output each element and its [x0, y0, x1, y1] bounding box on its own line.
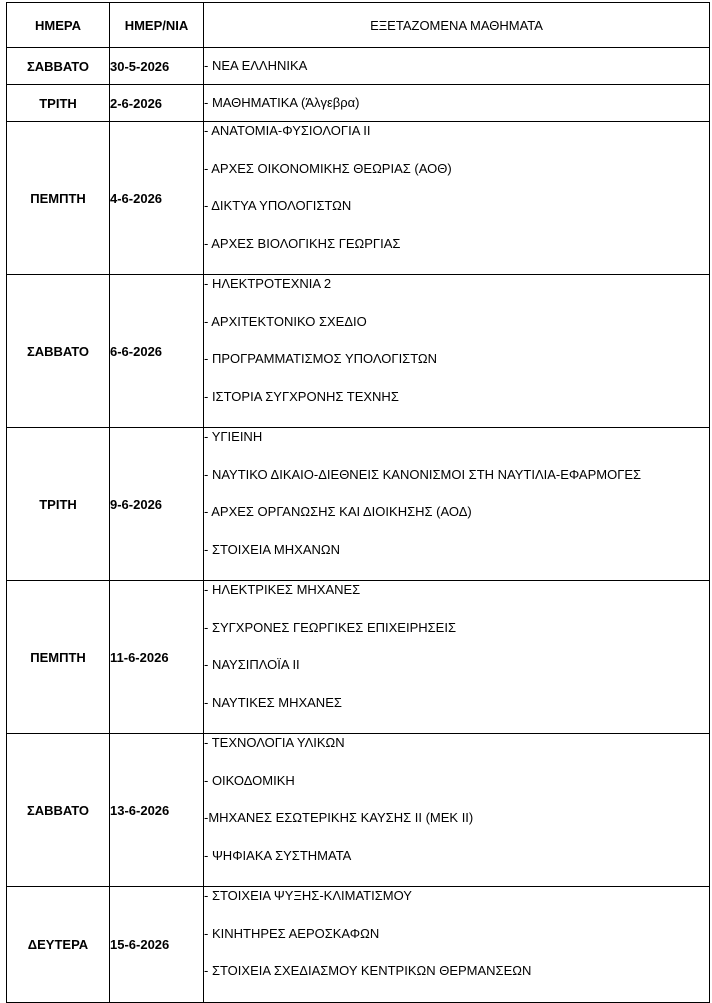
- subject-item: - ΚΙΝΗΤΗΡΕΣ ΑΕΡΟΣΚΑΦΩΝ: [204, 925, 380, 941]
- schedule-row: [7, 275, 710, 428]
- exam-date: 30-5-2026: [110, 48, 204, 85]
- exam-subjects: [204, 275, 710, 428]
- subject-item: -ΜΗΧΑΝΕΣ ΕΣΩΤΕΡΙΚΗΣ ΚΑΥΣΗΣ ΙΙ (ΜΕΚ ΙΙ): [204, 810, 474, 825]
- subject-item: - ΗΛΕΚΤΡΟΤΕΧΝΙΑ 2: [204, 276, 332, 291]
- exam-date: 2-6-2026: [110, 85, 204, 122]
- exam-day: ΣΑΒΒΑΤΟ: [7, 48, 110, 85]
- subject-item: - ΤΕΧΝΟΛΟΓΙΑ ΥΛΙΚΩΝ: [204, 735, 345, 750]
- subject-item: - ΙΣΤΟΡΙΑ ΣΥΓΧΡΟΝΗΣ ΤΕΧΝΗΣ: [204, 388, 399, 404]
- subject-item: - ΗΛΕΚΤΡΙΚΕΣ ΜΗΧΑΝΕΣ: [204, 582, 361, 597]
- schedule-row: [7, 85, 710, 122]
- subject-item: - ΣΤΟΙΧΕΙΑ ΣΧΕΔΙΑΣΜΟΥ ΚΕΝΤΡΙΚΩΝ ΘΕΡΜΑΝΣΕΩΝ: [204, 963, 532, 978]
- exam-subjects: [204, 581, 710, 734]
- subject-item: - ΝΕΑ ΕΛΛΗΝΙΚΑ: [204, 58, 308, 73]
- header-date: ΗΜΕΡ/ΝΙΑ: [110, 3, 204, 48]
- subject-item: - ΟΙΚΟΔΟΜΙΚΗ: [204, 772, 295, 788]
- exam-date: 15-6-2026: [110, 887, 204, 1003]
- schedule-row: [7, 887, 710, 1003]
- exam-date: 4-6-2026: [110, 122, 204, 275]
- exam-day: ΤΡΙΤΗ: [7, 85, 110, 122]
- subject-item: - ΝΑΥΤΙΚΕΣ ΜΗΧΑΝΕΣ: [204, 694, 342, 710]
- subject-item: - ΑΝΑΤΟΜΙΑ-ΦΥΣΙΟΛΟΓΙΑ ΙΙ: [204, 123, 371, 138]
- exam-day: ΔΕΥΤΕΡΑ: [7, 887, 110, 1003]
- subject-item: - ΜΑΘΗΜΑΤΙΚΑ (Άλγεβρα): [204, 95, 360, 110]
- schedule-body: [7, 48, 710, 1003]
- exam-subjects: [204, 734, 710, 887]
- exam-day: ΣΑΒΒΑΤΟ: [7, 734, 110, 887]
- subject-item: - ΑΡΧΕΣ ΒΙΟΛΟΓΙΚΗΣ ΓΕΩΡΓΙΑΣ: [204, 235, 401, 251]
- subject-item: - ΑΡΧΕΣ ΟΡΓΑΝΩΣΗΣ ΚΑΙ ΔΙΟΙΚΗΣΗΣ (ΑΟΔ): [204, 504, 472, 519]
- schedule-row: [7, 734, 710, 887]
- subject-item: - ΝΑΥΣΙΠΛΟΪΑ ΙΙ: [204, 657, 300, 672]
- exam-date: 6-6-2026: [110, 275, 204, 428]
- exam-day: ΠΕΜΠΤΗ: [7, 122, 110, 275]
- subject-item: - ΔΙΚΤΥΑ ΥΠΟΛΟΓΙΣΤΩΝ: [204, 198, 352, 213]
- schedule-row: [7, 48, 710, 85]
- schedule-row: [7, 581, 710, 734]
- exam-date: 13-6-2026: [110, 734, 204, 887]
- exam-day: ΣΑΒΒΑΤΟ: [7, 275, 110, 428]
- exam-day: ΤΡΙΤΗ: [7, 428, 110, 581]
- schedule-row: [7, 428, 710, 581]
- subject-item: - ΣΤΟΙΧΕΙΑ ΜΗΧΑΝΩΝ: [204, 541, 340, 557]
- subject-item: - ΑΡΧΙΤΕΚΤΟΝΙΚΟ ΣΧΕΔΙΟ: [204, 313, 367, 329]
- exam-day: ΠΕΜΠΤΗ: [7, 581, 110, 734]
- subject-item: - ΣΥΓΧΡΟΝΕΣ ΓΕΩΡΓΙΚΕΣ ΕΠΙΧΕΙΡΗΣΕΙΣ: [204, 619, 456, 635]
- subject-item: - ΑΡΧΕΣ ΟΙΚΟΝΟΜΙΚΗΣ ΘΕΩΡΙΑΣ (ΑΟΘ): [204, 160, 452, 176]
- header-subjects: ΕΞΕΤΑΖΟΜΕΝΑ ΜΑΘΗΜΑΤΑ: [204, 3, 710, 48]
- header-day: ΗΜΕΡΑ: [7, 3, 110, 48]
- exam-subjects: [204, 887, 710, 1003]
- subject-item: - ΠΡΟΓΡΑΜΜΑΤΙΣΜΟΣ ΥΠΟΛΟΓΙΣΤΩΝ: [204, 351, 438, 366]
- exam-subjects: [204, 122, 710, 275]
- exam-date: 11-6-2026: [110, 581, 204, 734]
- header-row: [7, 3, 710, 48]
- schedule-row: [7, 122, 710, 275]
- subject-item: - ΣΤΟΙΧΕΙΑ ΨΥΞΗΣ-ΚΛΙΜΑΤΙΣΜΟΥ: [204, 888, 412, 903]
- exam-subjects: [204, 85, 710, 122]
- subject-item: - ΨΗΦΙΑΚΑ ΣΥΣΤΗΜΑΤΑ: [204, 847, 352, 863]
- exam-subjects: [204, 428, 710, 581]
- subject-item: - ΥΓΙΕΙΝΗ: [204, 429, 263, 444]
- exam-schedule-table: [6, 2, 710, 1003]
- exam-date: 9-6-2026: [110, 428, 204, 581]
- subject-item: - ΝΑΥΤΙΚΟ ΔΙΚΑΙΟ-ΔΙΕΘΝΕΙΣ ΚΑΝΟΝΙΣΜΟΙ ΣΤΗ ΝΑΥΤΙΛΙΑ-ΕΦΑΡΜΟΓΕΣ: [204, 466, 642, 482]
- exam-subjects: [204, 48, 710, 85]
